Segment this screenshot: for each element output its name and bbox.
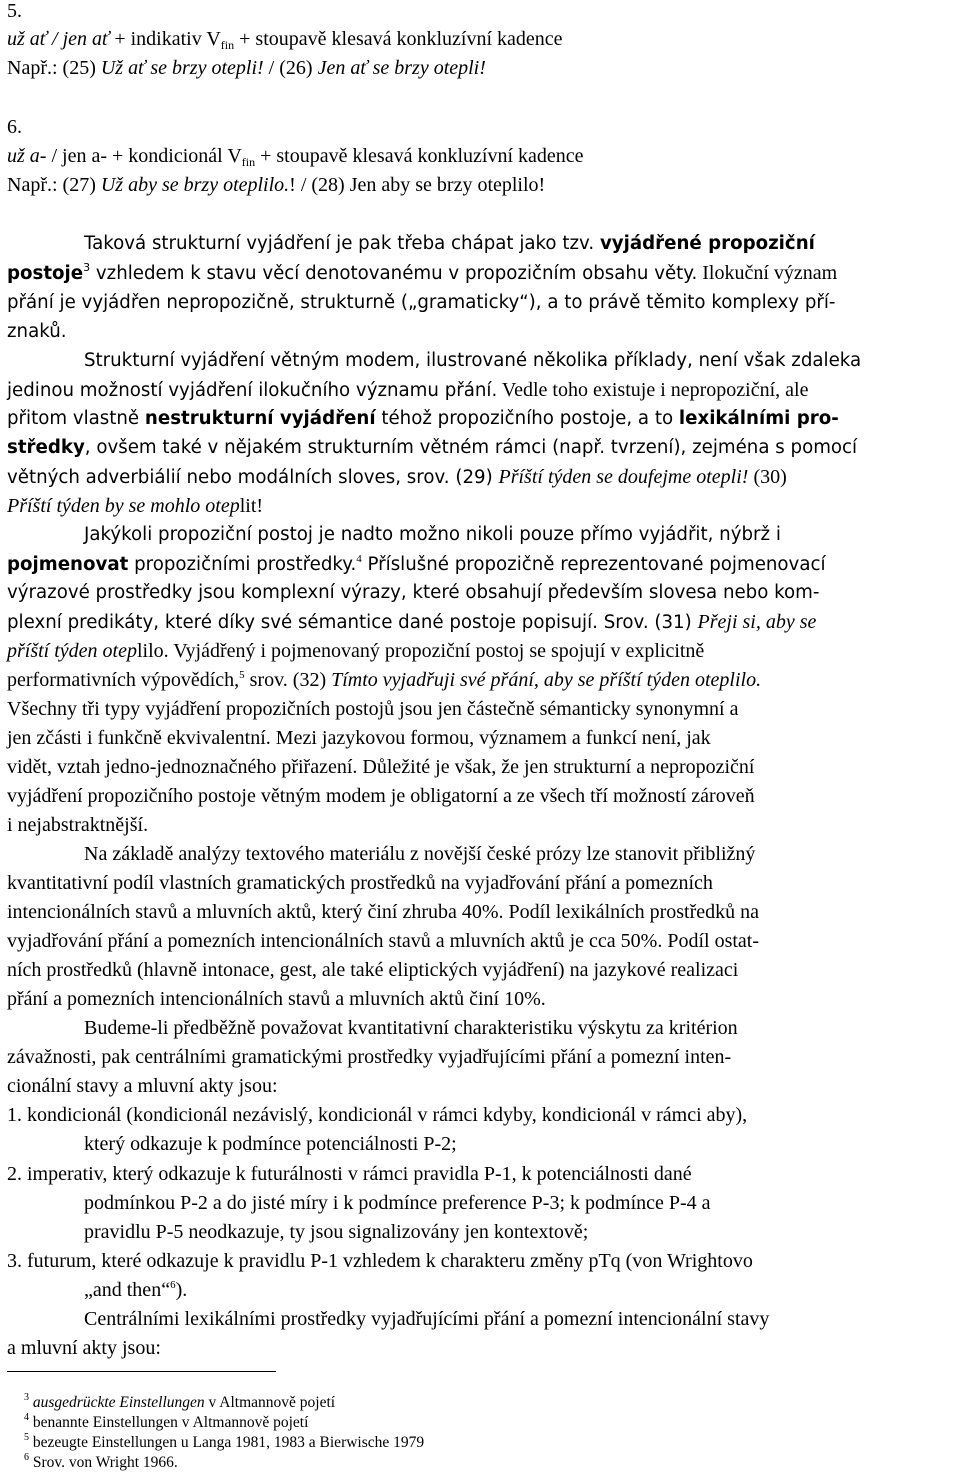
list-item-3-line-1: 3. futurum, které odkazuje k pravidlu P-1 vzhledem k charakteru změny pTq (von Wrightovo [7, 1250, 753, 1272]
footnote-separator [7, 1371, 276, 1372]
paragraph-6-line-1: Centrálními lexikálními prostředky vyjadřujícími přání a pomezní intencionální stavy [84, 1308, 770, 1330]
list-item-3-line-2: „and then“$^6$). [84, 1279, 188, 1301]
paragraph-2-line-5: větných adverbiálií nebo modálních sloves, srov. (29) Příští týden se doufejme otepli! (30) [7, 466, 787, 488]
paragraph-3-line-11: i nejabstraktnější. [7, 814, 149, 836]
rule-5-formula: už ať / jen ať + indikativ $V_{fin}$ + stoupavě klesavá konkluzívní kadence [7, 28, 563, 52]
paragraph-5-line-3: cionální stavy a mluvní akty jsou: [7, 1075, 278, 1097]
paragraph-2-line-4: středky, ovšem také v nějakém strukturním větném rámci (např. tvrzení), zejména s pomocí [7, 437, 858, 458]
list-item-1-line-1: 1. kondicionál (kondicionál nezávislý, kondicionál v rámci kdyby, kondicionál v rámci aby), [7, 1104, 748, 1126]
paragraph-4-line-2: kvantitativní podíl vlastních gramatických prostředků na vyjadřování přání a pomezních [7, 872, 713, 894]
paragraph-3-line-3: výrazové prostředky jsou komplexní výrazy, které obsahují především slovesa nebo kom- [7, 582, 820, 603]
paragraph-3-line-1: Jakýkoli propoziční postoj je nadto možno nikoli pouze přímo vyjádřit, nýbrž i [84, 524, 781, 545]
paragraph-4-line-6: přání a pomezních intencionálních stavů a mluvních aktů činí 10%. [7, 988, 546, 1010]
paragraph-3-line-10: vyjádření propozičního postoje větným modem je obligatorní a ze všech tří možností zároveň [7, 785, 755, 807]
paragraph-3-line-7: Všechny tři typy vyjádření propozičních postojů jsou jen částečně sémanticky synonymní a [7, 698, 739, 720]
list-item-2-line-1: 2. imperativ, který odkazuje k futurálnosti v rámci pravidla P-1, k potenciálnosti dané [7, 1163, 692, 1185]
paragraph-1-line-2: postoje$^3$ vzhledem k stavu věcí denotovanému v propozičním obsahu věty. Ilokuční význam [7, 261, 838, 284]
paragraph-3-line-6: performativních výpovědích,$^5$ srov. (32) Tímto vyjadřuji své přání, aby se příští týden oteplilo. [7, 669, 762, 691]
paragraph-1-line-1: Taková strukturní vyjádření je pak třeba chápat jako tzv. vyjádřené propoziční [84, 233, 815, 254]
list-item-2-line-3: pravidlu P-5 neodkazuje, ty jsou signalizovány jen kontextově; [84, 1221, 589, 1243]
rule-5-examples: Např.: (25) Už ať se brzy otepli! / (26) Jen ať se brzy otepli! [7, 57, 486, 79]
paragraph-2-line-2: jedinou možností vyjádření ilokučního významu přání. Vedle toho existuje i nepropoziční, ale [7, 379, 809, 401]
footnote-6: $^6$ Srov. von Wright 1966. [24, 1452, 178, 1471]
paragraph-3-line-2: pojmenovat propozičními prostředky.$^4$ Příslušné propozičně reprezentované pojmenovací [7, 553, 826, 575]
paragraph-4-line-1: Na základě analýzy textového materiálu z novější české prózy lze stanovit přibližný [84, 843, 756, 865]
paragraph-1-line-3: přání je vyjádřen nepropozičně, strukturně („gramaticky“), a to právě těmito komplexy pří- [7, 292, 836, 313]
paragraph-5-line-1: Budeme-li předběžně považovat kvantitativní charakteristiku výskytu za kritérion [84, 1017, 738, 1039]
paragraph-4-line-5: ních prostředků (hlavně intonace, gest, ale také eliptických vyjádření) na jazykové realizaci [7, 959, 739, 981]
paragraph-2-line-6: Příští týden by se mohlo oteplit! [7, 495, 264, 517]
rule-6-formula: už a- / jen a- + kondicionál $V_{fin}$ + stoupavě klesavá konkluzívní kadence [7, 145, 584, 169]
paragraph-1-line-4: znaků. [7, 321, 67, 342]
paragraph-4-line-4: vyjadřování přání a pomezních intencionálních stavů a mluvních aktů je cca 50%. Podíl ostat- [7, 930, 760, 952]
paragraph-2-line-1: Strukturní vyjádření větným modem, ilustrované několika příklady, není však zdaleka [84, 350, 862, 371]
rule-6-examples: Např.: (27) Už aby se brzy oteplilo.! / (28) Jen aby se brzy oteplilo! [7, 174, 546, 196]
footnote-3: $^3$ ausgedrückte Einstellungen v Altmannově pojetí [24, 1392, 336, 1411]
paragraph-3-line-8: jen zčásti i funkčně ekvivalentní. Mezi jazykovou formou, významem a funkcí není, jak [7, 727, 711, 749]
paragraph-4-line-3: intencionálních stavů a mluvních aktů, který činí zhruba 40%. Podíl lexikálních prostředků na [7, 901, 760, 923]
paragraph-2-line-3: přitom vlastně nestrukturní vyjádření téhož propozičního postoje, a to lexikálními pro- [7, 408, 839, 429]
paragraph-3-line-4: plexní predikáty, které díky své sémantice dané postoje popisují. Srov. (31) Přeji si, aby se [7, 611, 817, 633]
footnote-5: $^5$ bezeugte Einstellungen u Langa 1981, 1983 a Bierwische 1979 [24, 1432, 425, 1451]
section-number-6: 6. [7, 116, 22, 138]
paragraph-5-line-2: závažnosti, pak centrálními gramatickými prostředky vyjadřujícími přání a pomezní inten- [7, 1046, 732, 1068]
paragraph-3-line-9: vidět, vztah jedno-jednoznačného přiřazení. Důležité je však, že jen strukturní a nepropoziční [7, 756, 755, 778]
footnote-4: $^4$ benannte Einstellungen v Altmannově pojetí [24, 1412, 309, 1431]
list-item-1-line-2: který odkazuje k podmínce potenciálnosti P-2; [84, 1133, 457, 1155]
paragraph-3-line-5: příští týden oteplilo. Vyjádřený i pojmenovaný propoziční postoj se spojují v explicitně [7, 640, 705, 662]
section-number-5: 5. [7, 0, 22, 22]
paragraph-6-line-2: a mluvní akty jsou: [7, 1337, 161, 1359]
list-item-2-line-2: podmínkou P-2 a do jisté míry i k podmínce preference P-3; k podmínce P-4 a [84, 1192, 711, 1214]
